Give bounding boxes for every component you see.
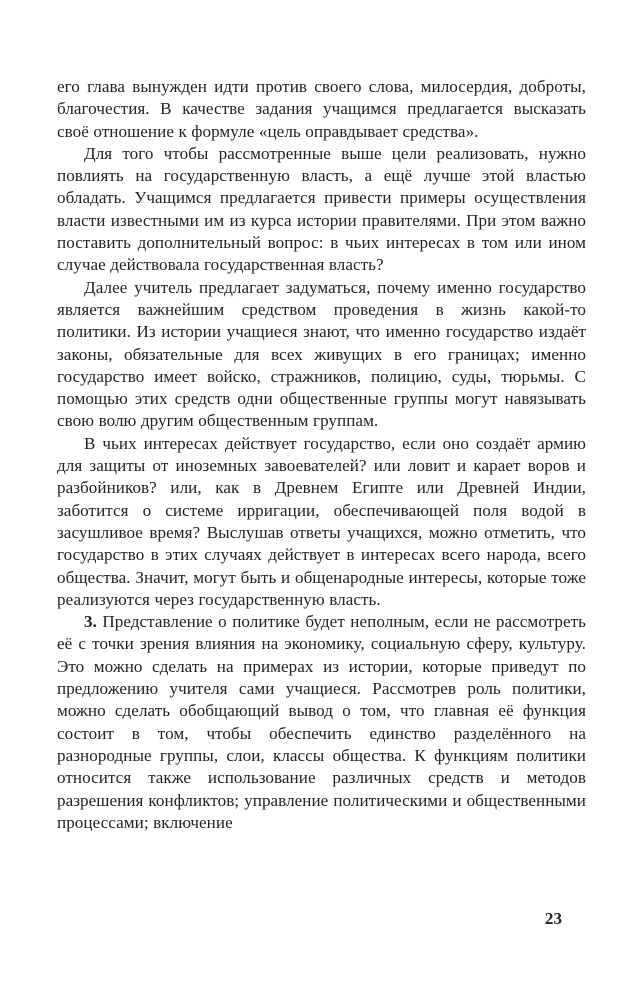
paragraph-state-means: Далее учитель предлагает задуматься, почему именно государство является важнейшим средством проведения в жизнь какой-то политики. Из истории учащиеся знают, что именно государство издаёт законы, обязательные для всех живущих в его границах; именно государство имеет войско, стражников, полицию, суды, тюрьмы. С помощью этих средств одни общественные группы могут навязывать свою волю другим общественным группам.	[57, 277, 586, 431]
paragraph-item-3-text: Представление о политике будет неполным, если не рассмотреть её с точки зрения влияния на экономику, социальную сферу, культуру. Это можно сделать на примерах из истории, которые приведут по предложению учителя сами учащиеся. Рассмотрев роль политики, можно сделать обобщающий вывод о том, что главная её функция состоит в том, чтобы обеспечить единство разделённого на разнородные группы, слои, классы общества. К функциям политики относится также использование различных средств и методов разрешения конфликтов; управление политическими и общественными процессами; включение	[57, 612, 586, 832]
list-number-3: 3.	[84, 612, 97, 632]
paragraph-power: Для того чтобы рассмотренные выше цели реализовать, нужно повлиять на государственную власть, а ещё лучше этой властью обладать. Учащимся предлагается привести примеры осуществления власти известными им из курса истории правителями. При этом важно поставить дополнительный вопрос: в чьих интересах в том или ином случае действовала государственная власть?	[57, 143, 586, 275]
page-number: 23	[544, 909, 562, 928]
body-text-column	[57, 76, 586, 834]
paragraph-whose-interests: В чьих интересах действует государство, если оно создаёт армию для защиты от иноземных завоевателей? или ловит и карает воров и разбойников? или, как в Древнем Египте или Древней Индии, заботится о системе ирригации, обеспечивающей поля водой в засушливое время? Выслушав ответы учащихся, можно отметить, что государство в этих случаях действует в интересах всего народа, всего общества. Значит, могут быть и общенародные интересы, которые тоже реализуются через государственную власть.	[57, 433, 586, 609]
paragraph-item-3	[57, 611, 586, 834]
paragraph-continuation: его глава вынужден идти против своего слова, милосердия, доброты, благочестия. В качестве задания учащимся предлагается высказать своё отношение к формуле «цель оправдывает средства».	[57, 77, 586, 141]
